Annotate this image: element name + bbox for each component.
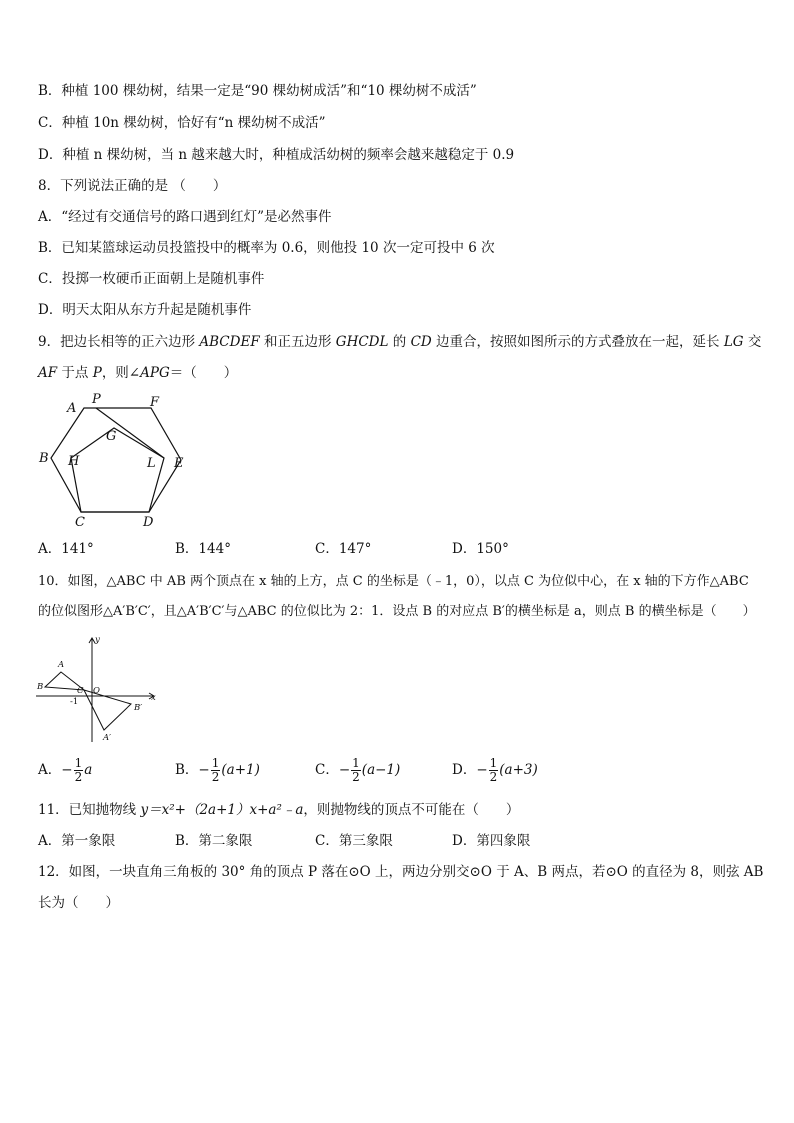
label-h: H [68, 454, 80, 469]
q8-option-d: D．明天太阳从东方升起是随机事件 [38, 302, 252, 318]
label-a: A [58, 660, 65, 670]
q10-coordinate-figure [34, 630, 162, 746]
q11-option-c: C．第三象限 [315, 833, 393, 849]
q8-option-a: A．“经过有交通信号的路口遇到红灯”是必然事件 [38, 209, 332, 225]
fraction: $\frac{1}{2}$ [489, 756, 498, 784]
q10-stem-line1: 10．如图，△ABC 中 AB 两个顶点在 x 轴的上方，点 C 的坐标是（﹣1，0），以点 C 为位似中心，在 x 轴的下方作△ABC [38, 574, 749, 589]
q11-option-a: A．第一象限 [38, 833, 116, 849]
label-p: P [92, 392, 101, 407]
q9-hexagon-pentagon-figure [34, 388, 194, 530]
q9-option-c: C．147° [315, 541, 372, 557]
q10-stem-line2: 的位似图形△A′B′C′，且△A′B′C′与△ABC 的位似比为 2：1．设点 B 的对应点 B′的横坐标是 a，则点 B 的横坐标是（ ） [38, 604, 756, 619]
label-e: E [174, 456, 184, 471]
q10-option-c: C．− $\frac{1}{2}$ (a−1) [315, 756, 401, 784]
label-l: L [147, 456, 156, 471]
label-o: O [93, 686, 100, 696]
q11-option-b: B．第二象限 [175, 833, 253, 849]
label-b-prime: B′ [134, 703, 143, 713]
q7-option-d: D．种植 n 棵幼树，当 n 越来越大时，种植成活幼树的频率会越来越稳定于 0.9 [38, 147, 515, 163]
q9-option-a: A．141° [38, 541, 94, 557]
q11-stem: 11．已知抛物线 y＝x²+（2a+1）x+a²﹣a，则抛物线的顶点不可能在（ ） [38, 802, 520, 818]
q11-option-d: D．第四象限 [452, 833, 531, 849]
q7-option-b: B．种植 100 棵幼树，结果一定是“90 棵幼树成活”和“10 棵幼树不成活” [38, 83, 477, 99]
label-c: C [77, 686, 84, 696]
q10-option-b: B．− $\frac{1}{2}$ (a+1) [175, 756, 260, 784]
q8-option-b: B．已知某篮球运动员投篮投中的概率为 0.6，则他投 10 次一定可投中 6 次 [38, 240, 495, 256]
label-b: B [39, 451, 49, 466]
q9-stem-line1: 9．把边长相等的正六边形 ABCDEF 和正五边形 GHCDL 的 CD 边重合，按照如图所示的方式叠放在一起，延长 LG 交 [38, 334, 762, 350]
label-g: G [106, 429, 117, 444]
label-x: x [151, 693, 156, 703]
q9-option-b: B．144° [175, 541, 231, 557]
q8-option-c: C．投掷一枚硬币正面朝上是随机事件 [38, 271, 265, 287]
label-y: y [95, 635, 100, 645]
label-a-prime: A′ [103, 733, 112, 743]
label-b: B [37, 682, 44, 692]
label-a: A [67, 401, 77, 416]
label-d: D [143, 515, 154, 530]
q9-stem-line2: AF 于点 P，则∠APG＝（ ） [38, 365, 238, 381]
fraction: $\frac{1}{2}$ [352, 756, 360, 784]
q12-stem-line2: 长为（ ） [38, 895, 119, 911]
q7-option-c: C．种植 10n 棵幼树，恰好有“n 棵幼树不成活” [38, 115, 326, 131]
q10-option-a: A．− $\frac{1}{2}$ a [38, 756, 93, 784]
fraction: $\frac{1}{2}$ [74, 756, 83, 784]
q10-option-d: D．− $\frac{1}{2}$ (a+3) [452, 756, 538, 784]
q9-option-d: D．150° [452, 541, 509, 557]
q12-stem-line1: 12．如图，一块直角三角板的 30° 角的顶点 P 落在⊙O 上，两边分别交⊙O 于 A、B 两点，若⊙O 的直径为 8，则弦 AB [38, 864, 764, 880]
fraction: $\frac{1}{2}$ [211, 756, 220, 784]
q8-stem: 8．下列说法正确的是 （ ） [38, 178, 227, 194]
label-minus-one: -1 [70, 697, 79, 707]
label-c: C [75, 515, 85, 530]
label-f: F [150, 395, 160, 410]
